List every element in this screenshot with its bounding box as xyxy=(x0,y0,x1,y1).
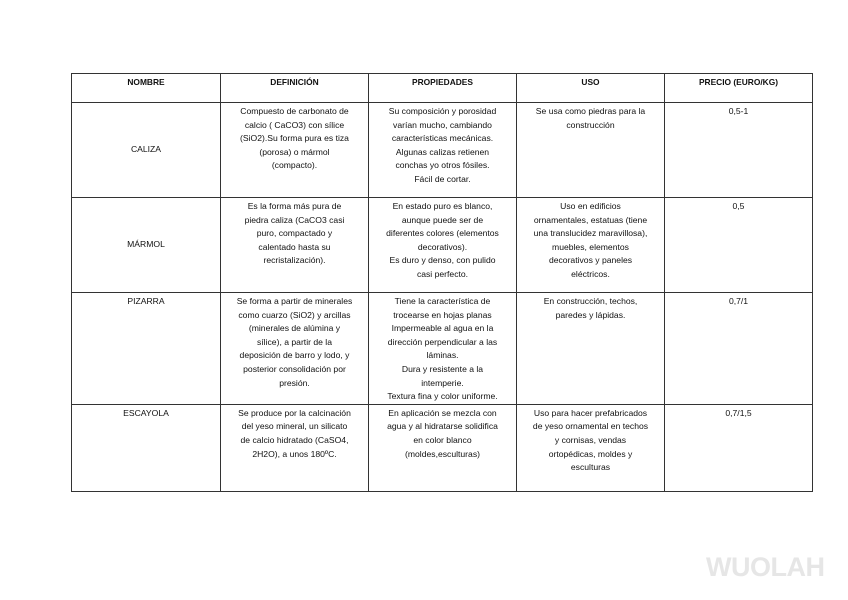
cell-precio xyxy=(665,404,813,491)
header-nombre: NOMBRE xyxy=(72,74,221,103)
cell-nombre xyxy=(72,404,221,491)
uso-text: En construcción, techos, paredes y lápidas. xyxy=(543,296,638,320)
cell-nombre xyxy=(72,293,221,405)
cell-nombre xyxy=(72,198,221,293)
table-row xyxy=(72,198,813,293)
propiedades-text: En estado puro es blanco, aunque puede ser de diferentes colores (elementos decorativos). Es duro y denso, con pulido casi perfecto. xyxy=(386,201,499,279)
precio-text: 0,7/1,5 xyxy=(725,407,752,418)
uso-text: Se usa como piedras para la construcción xyxy=(535,106,646,130)
uso-text: Uso en edificios ornamentales, estatuas (tiene una translucidez maravillosa), muebles, elementos decorativos y paneles eléctricos. xyxy=(533,201,648,279)
precio-text: 0,5-1 xyxy=(728,106,749,116)
cell-definicion xyxy=(221,293,369,405)
precio-text: 0,5 xyxy=(732,201,745,211)
uso-text: Uso para hacer prefabricados de yeso ornamental en techos y cornisas, vendas ortopédicas, moldes y esculturas xyxy=(532,407,649,473)
precio-text: 0,7/1 xyxy=(728,296,749,306)
cell-propiedades xyxy=(369,404,517,491)
cell-precio xyxy=(665,103,813,198)
header-precio: PRECIO (EURO/KG) xyxy=(665,74,813,103)
definicion-text: Se produce por la calcinación del yeso mineral, un silicato de calcio hidratado (CaSO4, 2H2O), a unos 180ºC. xyxy=(238,407,351,459)
propiedades-text: En aplicación se mezcla con agua y al hidratarse solidifica en color blanco (moldes,esculturas) xyxy=(387,407,498,459)
table-row xyxy=(72,103,813,198)
table-row xyxy=(72,404,813,491)
wuolah-watermark: WUOLAH xyxy=(706,552,825,582)
cell-propiedades xyxy=(369,293,517,405)
nombre-text: CALIZA xyxy=(130,144,162,155)
definicion-text: Es la forma más pura de piedra caliza (CaCO3 casi puro, compactado y calentado hasta su recristalización). xyxy=(244,201,345,266)
propiedades-text: Su composición y porosidad varían mucho, cambiando características mecánicas. Algunas calizas retienen conchas yo otros fósiles. Fácil de cortar. xyxy=(388,106,497,184)
cell-definicion xyxy=(221,198,369,293)
header-definicion: DEFINICIÓN xyxy=(221,74,369,103)
table-header-row xyxy=(72,74,813,103)
cell-precio xyxy=(665,198,813,293)
cell-uso xyxy=(517,404,665,491)
cell-uso xyxy=(517,103,665,198)
propiedades-text: Tiene la característica de trocearse en hojas planas Impermeable al agua en la dirección perpendicular a las láminas. Dura y resistente a la intemperie. Textura fina y color uniforme. xyxy=(387,296,498,402)
definicion-text: Compuesto de carbonato de calcio ( CaCO3) con sílice (SiO2).Su forma pura es tiza (porosa) o mármol (compacto). xyxy=(240,106,349,171)
cell-propiedades xyxy=(369,198,517,293)
cell-propiedades xyxy=(369,103,517,198)
table-row xyxy=(72,293,813,405)
cell-definicion xyxy=(221,404,369,491)
cell-uso xyxy=(517,293,665,405)
cell-uso xyxy=(517,198,665,293)
definicion-text: Se forma a partir de minerales como cuarzo (SiO2) y arcillas (minerales de alúmina y sílice), a partir de la deposición de barro y lodo, y posterior consolidación por presión. xyxy=(236,296,353,388)
header-uso: USO xyxy=(517,74,665,103)
nombre-text: MÁRMOL xyxy=(127,239,165,250)
cell-definicion xyxy=(221,103,369,198)
nombre-text: PIZARRA xyxy=(127,296,165,306)
header-propiedades: PROPIEDADES xyxy=(369,74,517,103)
cell-precio xyxy=(665,293,813,405)
nombre-text: ESCAYOLA xyxy=(123,407,169,418)
materials-table xyxy=(71,73,813,492)
cell-nombre xyxy=(72,103,221,198)
